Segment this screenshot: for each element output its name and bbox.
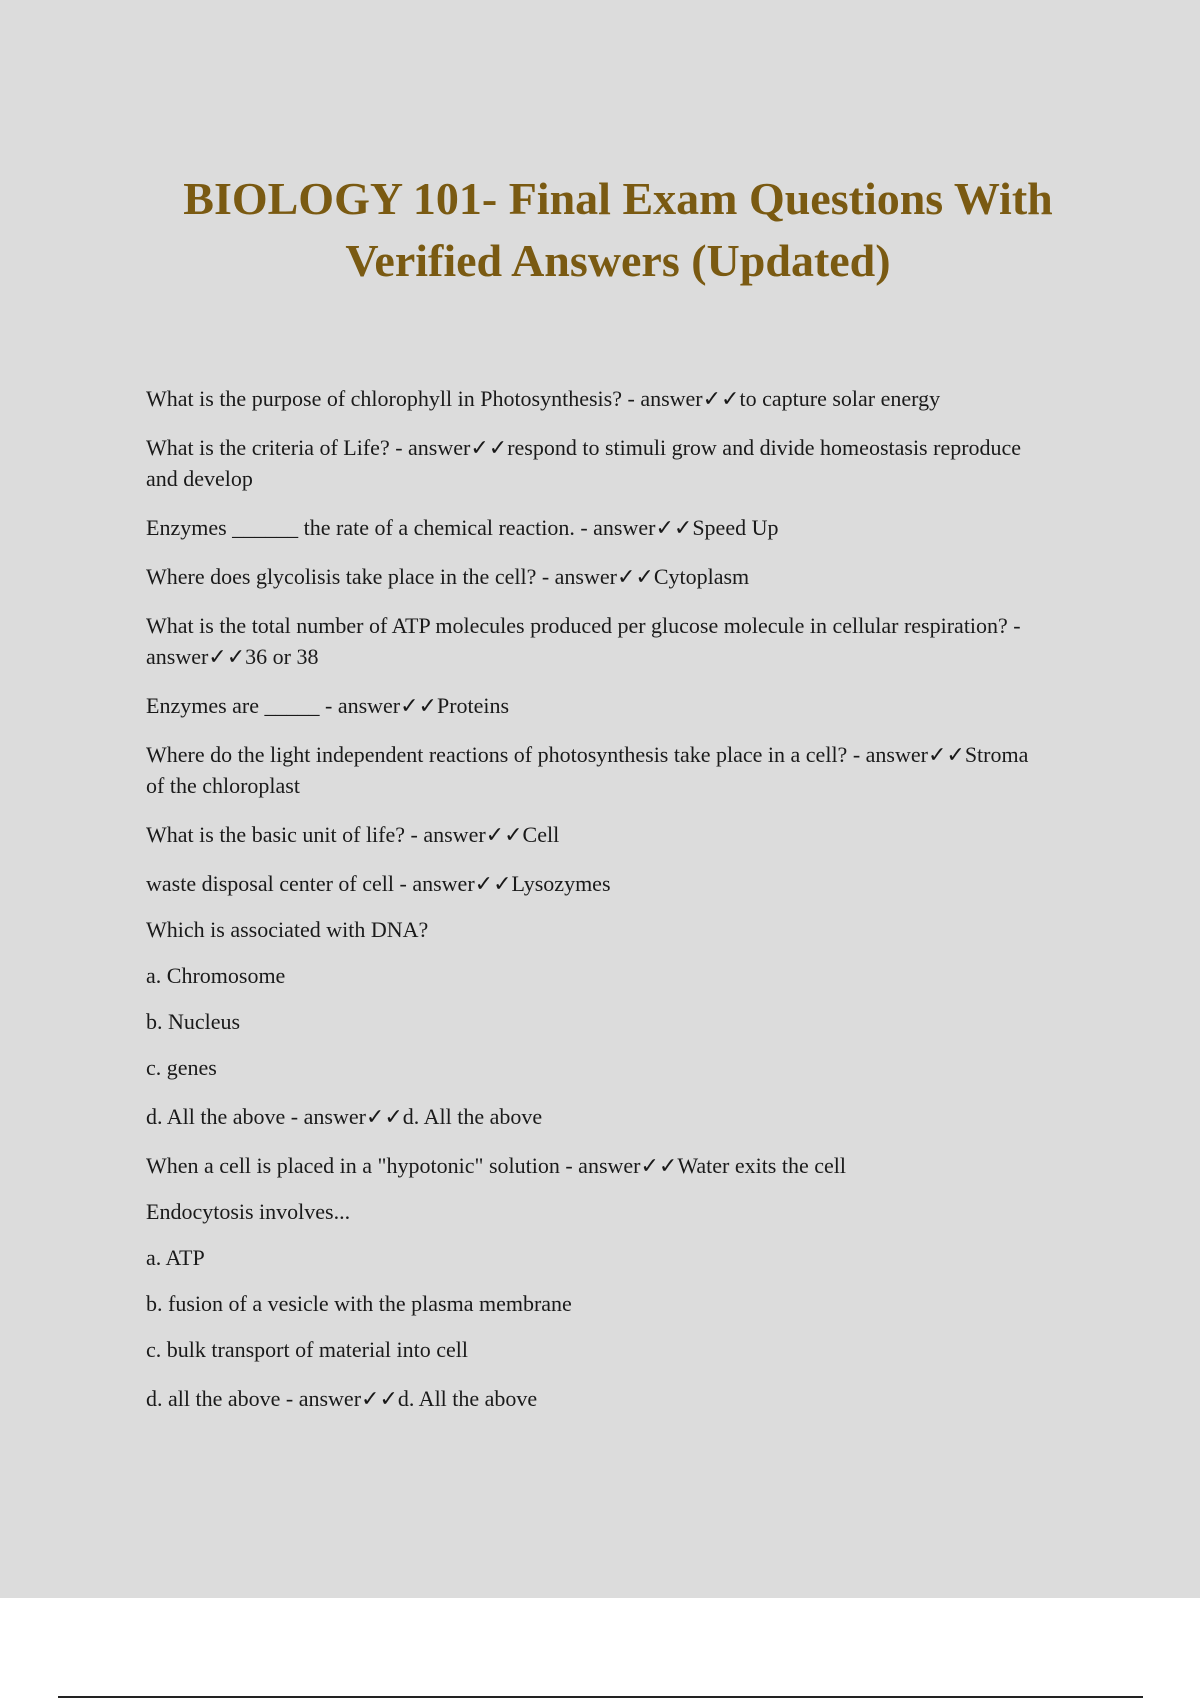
qa-line: When a cell is placed in a "hypotonic" solution - answer✓✓Water exits the cell	[146, 1153, 847, 1178]
qa-list	[146, 383, 1046, 1414]
qa-option: b. fusion of a vesicle with the plasma membrane	[146, 1291, 572, 1316]
qa-line: What is the total number of ATP molecules produced per glucose molecule in cellular respiration? - answer✓✓36 or 38	[146, 613, 1021, 669]
qa-line: waste disposal center of cell - answer✓✓Lysozymes	[146, 871, 611, 896]
qa-line: Endocytosis involves...	[146, 1199, 351, 1224]
qa-line: Enzymes ______ the rate of a chemical reaction. - answer✓✓Speed Up	[146, 515, 779, 540]
qa-option: d. All the above - answer✓✓d. All the above	[146, 1104, 543, 1129]
qa-option: a. ATP	[146, 1245, 205, 1270]
qa-line: Enzymes are _____ - answer✓✓Proteins	[146, 693, 510, 718]
qa-line: Where do the light independent reactions of photosynthesis take place in a cell? - answer✓✓Stroma of the chloroplast	[146, 742, 1029, 798]
qa-option: a. Chromosome	[146, 963, 286, 988]
qa-line: What is the purpose of chlorophyll in Photosynthesis? - answer✓✓to capture solar energy	[146, 386, 941, 411]
document-title: BIOLOGY 101- Final Exam Questions With Verified Answers (Updated)	[183, 173, 1053, 286]
qa-line: Where does glycolisis take place in the cell? - answer✓✓Cytoplasm	[146, 564, 750, 589]
qa-option: c. genes	[146, 1055, 217, 1080]
qa-option: d. all the above - answer✓✓d. All the above	[146, 1386, 538, 1411]
qa-line: What is the basic unit of life? - answer✓✓Cell	[146, 822, 560, 847]
bottom-divider	[58, 1696, 1143, 1698]
qa-line: What is the criteria of Life? - answer✓✓respond to stimuli grow and divide homeostasis reproduce and develop	[146, 435, 1022, 491]
qa-option: c. bulk transport of material into cell	[146, 1337, 468, 1362]
qa-option: b. Nucleus	[146, 1009, 241, 1034]
qa-line: Which is associated with DNA?	[146, 917, 429, 942]
